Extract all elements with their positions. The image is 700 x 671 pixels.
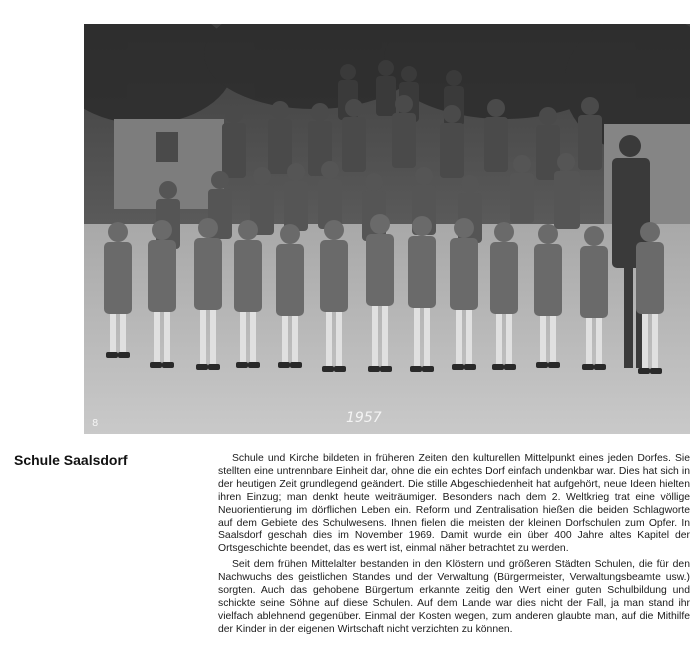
class-photograph-image (84, 24, 690, 434)
photo-corner-mark: 8 (92, 418, 99, 429)
building-window (156, 132, 178, 162)
article-body (218, 453, 690, 637)
photo-year-mark: 1957 (346, 410, 382, 426)
article-paragraph: Seit dem frühen Mittelalter bestanden in den Klöstern und größeren Städten Schulen, die für den Nachwuchs des geistlichen Standes und der Verwaltung (Bürgermeister, Verwaltungsbeamte usw.) sorgten. Auch das gehobene Bürgertum erkannte zeitig den Wert einer guten Schulbildung und schickte seine Söhne auf diese Schulen. Auf dem Lande war dies nicht der Fall, ja man stand ihr vielfach ablehnend gegenüber. Einmal der Kosten wegen, zum anderen glaubte man, auf die Mithilfe der Kinder in der eigenen Wirtschaft nicht verzichten zu können. (218, 559, 690, 635)
article-paragraph: Schule und Kirche bildeten in früheren Zeiten den kulturellen Mittelpunkt eines jeden Dorfes. Sie stellten eine untrennbare Einheit dar, ohne die ein echtes Dorf einfach undenkbar war. Dies hat sich in der heutigen Zeit grundlegend geändert. Die stille Abgeschiedenheit hat aufgehört, neue Ideen hielten ihren Einzug; man denkt heute weiträumiger. Besonders nach dem 2. Weltkrieg trat eine völlige Neuorientierung im dörflichen Leben ein. Reform und Zentralisation hießen die beiden Schlagworte auf dem Gebiete des Schulwesens. Ihnen fielen die meisten der kleinen Dorfschulen zum Opfer. In Saalsdorf geschah dies im November 1969. Damit wurde ein über 400 Jahre altes Kapitel der Ortsgeschichte beendet, das es wert ist, einmal näher betrachtet zu werden. (218, 453, 690, 555)
class-photograph (84, 24, 690, 434)
section-heading: Schule Saalsdorf (14, 452, 128, 468)
